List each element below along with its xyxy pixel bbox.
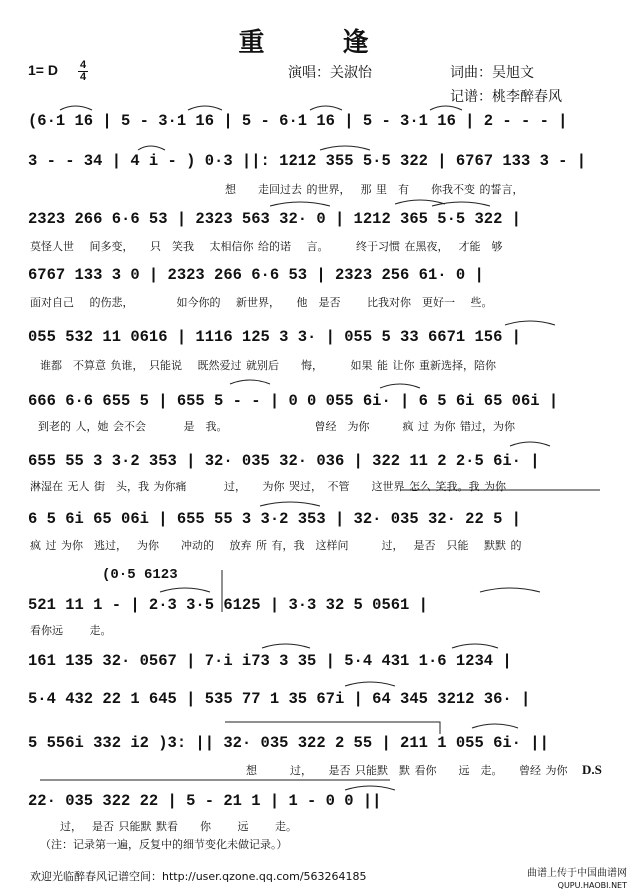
staff-line-8: 6 5 6i 65 06i | 655 55 3 3·2 353 | 32· 035 32· 22 5 | xyxy=(28,510,521,528)
lyric-line-2: 莫怪人世 间多变， 只 笑我 太相信你 给的诺 言。 终于习惯 在黑夜， 才能 够 xyxy=(30,240,503,253)
slur xyxy=(345,682,395,686)
slur xyxy=(472,724,518,728)
lyric-line-3: 面对自己 的伤悲， 如今你的 新世界， 他 是否 比我对你 更好一 些。 xyxy=(30,296,493,309)
slur xyxy=(60,106,92,110)
lyric-line-7: 疯 过 为你 逃过， 为你 冲动的 放弃 所 有，我 这样问 过， 是否 只能 默默 的 xyxy=(30,539,522,552)
watermark-line-2: QUPU.HAOBI.NET xyxy=(557,881,627,890)
key-signature: 1= D xyxy=(28,62,58,78)
slur xyxy=(505,321,555,325)
lyric-line-9: 想 过， 是否 只能默 默 看你 远 走。 曾经 为你 xyxy=(246,764,579,777)
staff-line-4: 6767 133 3 0 | 2323 266 6·6 53 | 2323 256 61· 0 | xyxy=(28,266,484,284)
slur xyxy=(395,200,445,204)
slur xyxy=(262,644,310,648)
footer-link-text: 欢迎光临醉春风记谱空间：http://user.qzone.qq.com/563264185 xyxy=(30,870,367,883)
slur xyxy=(188,106,222,110)
staff-line-5: 055 532 11 0616 | 1116 125 3 3· | 055 5 33 6671 156 | xyxy=(28,328,521,346)
slur xyxy=(452,644,498,648)
slur xyxy=(480,588,540,592)
pickup-measure: (0·5 6123 xyxy=(102,567,178,583)
transcriber-credit: 记谱：桃李醉春风 xyxy=(450,89,562,105)
slur xyxy=(320,146,370,150)
staff-line-6: 666 6·6 655 5 | 655 5 - - | 0 0 055 6i· | 6 5 6i 65 06i | xyxy=(28,392,559,410)
staff-line-13: 22· 035 322 22 | 5 - 21 1 | 1 - 0 0 || xyxy=(28,792,382,810)
ds-repeat-mark: D.S xyxy=(582,762,602,777)
slur xyxy=(230,380,270,384)
staff-line-9: 521 11 1 - | 2·3 3·5 6125 | 3·3 32 5 0561 | xyxy=(28,596,428,614)
lyric-line-1: 想 走回过去 的世界， 那 里 有 你我不变 的誓言， xyxy=(225,183,524,196)
slur xyxy=(430,106,462,110)
staff-line-12: 5 556i 332 i2 )3: || 32· 035 322 2 55 | 211 1 055 6i· || xyxy=(28,734,549,752)
lyric-line-4: 谁都 不算意 负谁， 只能说 既然爱过 就别后 悔， 如果 能 让你 重新选择，陪你 xyxy=(40,359,496,372)
time-signature-bottom: 4 xyxy=(79,71,87,83)
lyric-line-8: 看你远 走。 xyxy=(30,624,112,637)
staff-line-1: (6·1 16 | 5 - 3·1 16 | 5 - 6·1 16 | 5 - 3·1 16 | 2 - - - | xyxy=(28,112,568,130)
staff-line-7: 655 55 3 3·2 353 | 32· 035 32· 036 | 322 11 2 2·5 6i· | xyxy=(28,452,540,470)
lyric-line-6: 淋湿在 无人 街 头，我 为你痛 过， 为你 哭过， 不管 这世界 怎么 笑我。我 为你 xyxy=(30,480,506,493)
slur xyxy=(380,384,420,388)
slur xyxy=(260,502,320,506)
lyric-line-5: 到老的 人，她 会不会 是 我。 曾经 为你 疯 过 为你 错过，为你 xyxy=(38,420,515,433)
slur xyxy=(345,786,395,790)
slur xyxy=(510,442,550,446)
slur xyxy=(270,202,330,206)
slur xyxy=(310,106,342,110)
volta-bracket xyxy=(225,722,440,734)
composer-credit: 词曲：吴旭文 xyxy=(450,65,534,81)
staff-line-10: 161 135 32· 0567 | 7·i i73 3 35 | 5·4 431 1·6 1234 | xyxy=(28,652,512,670)
lyric-line-10: 过， 是否 只能默 默看 你 远 走。 xyxy=(60,820,297,833)
time-signature-top: 4 xyxy=(79,59,87,71)
singer-credit: 演唱：关淑怡 xyxy=(288,65,372,81)
transcription-note: （注：记录第一遍，反复中的细节变化未做记录。） xyxy=(40,838,288,851)
staff-line-2: 3 - - 34 | 4 i - ) 0·3 ||: 1212 355 5·5 322 | 6767 133 3 - | xyxy=(28,152,587,170)
staff-line-3: 2323 266 6·6 53 | 2323 563 32· 0 | 1212 365 5·5 322 | xyxy=(28,210,521,228)
staff-line-11: 5·4 432 22 1 645 | 535 77 1 35 67i | 64 345 3212 36· | xyxy=(28,690,531,708)
watermark-line-1: 曲谱上传于中国曲谱网 xyxy=(527,868,627,879)
slur xyxy=(160,588,210,592)
song-title: 重 逢 xyxy=(238,28,395,58)
slur xyxy=(138,146,165,150)
